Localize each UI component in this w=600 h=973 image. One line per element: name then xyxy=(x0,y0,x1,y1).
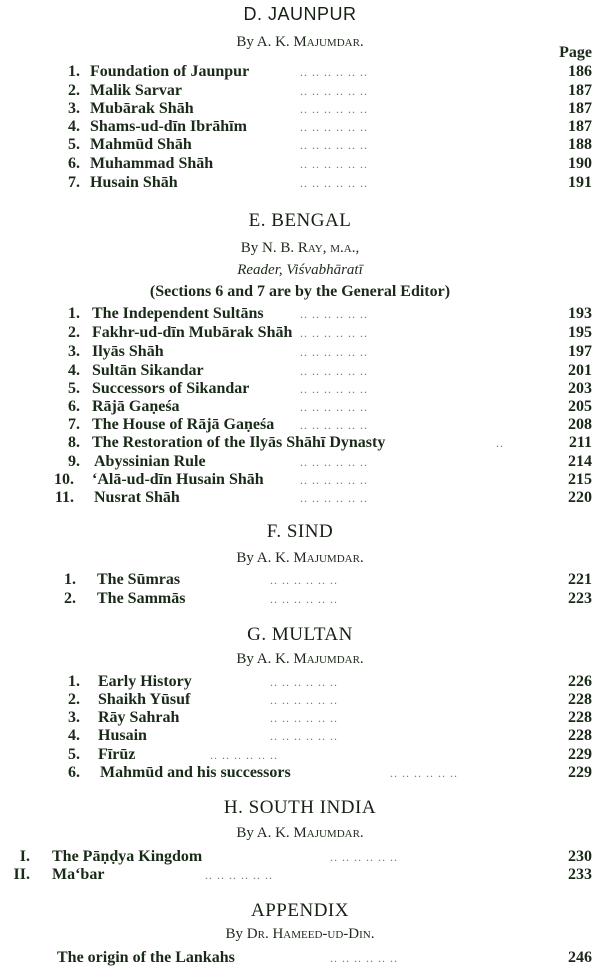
byline-author: Majumdar. xyxy=(293,651,364,667)
dot-leader: .. .. .. .. .. .. xyxy=(300,65,368,79)
byline-author: Majumdar. xyxy=(293,825,364,841)
entry-title: Rāy Sahrah xyxy=(98,709,180,726)
section-heading-bengal: E. BENGAL xyxy=(248,210,352,231)
dot-leader: .. .. .. .. .. .. xyxy=(270,711,338,725)
entry-page: 228 xyxy=(568,709,592,726)
entry-page: 187 xyxy=(568,82,592,99)
toc-entry xyxy=(0,380,600,398)
dot-leader: .. .. .. .. .. .. xyxy=(270,573,338,587)
dot-leader: .. .. .. .. .. .. xyxy=(270,592,338,606)
dot-leader: .. .. .. .. .. .. xyxy=(300,418,368,432)
section-heading-multan: G. MULTAN xyxy=(247,624,353,645)
entry-title: The Sūmras xyxy=(97,571,181,588)
entry-page: 197 xyxy=(568,343,592,360)
toc-entry xyxy=(0,746,600,764)
entry-number: 3. xyxy=(68,100,80,117)
dot-leader: .. .. .. .. .. .. xyxy=(330,951,398,965)
dot-leader: .. .. .. .. .. .. xyxy=(300,307,368,321)
entry-page: 223 xyxy=(568,590,592,607)
entry-title: The Pāṇḍya Kingdom xyxy=(52,848,203,865)
section-byline-south-india xyxy=(0,825,600,842)
entry-title: ‘Alā-ud-dīn Husain Shāh xyxy=(92,471,264,488)
entry-page: 246 xyxy=(568,949,592,966)
dot-leader: .. .. .. .. .. .. xyxy=(300,138,368,152)
entry-page: 228 xyxy=(568,727,592,744)
dot-leader: .. .. .. .. .. .. xyxy=(300,120,368,134)
entry-page: 226 xyxy=(568,673,592,690)
entry-number: 8. xyxy=(68,434,80,451)
toc-entry xyxy=(0,673,600,691)
toc-entry xyxy=(0,709,600,727)
entry-title: The Sammās xyxy=(97,590,186,607)
section-byline-appendix xyxy=(0,926,600,943)
entry-page: 203 xyxy=(568,380,592,397)
entry-title: The House of Rājā Gaṇeśa xyxy=(92,416,275,433)
entry-number: 10. xyxy=(54,471,74,488)
entry-number: 6. xyxy=(68,398,80,415)
dot-leader: .. .. .. .. .. .. xyxy=(300,364,368,378)
entry-title: Abyssinian Rule xyxy=(94,453,206,470)
toc-entry xyxy=(0,866,600,884)
entry-page: 211 xyxy=(568,434,592,451)
entry-page: 191 xyxy=(568,174,592,191)
entry-number: 5. xyxy=(68,746,80,763)
byline-prefix: By A. K. xyxy=(236,550,290,566)
toc-entry xyxy=(0,434,600,452)
entry-number: 3. xyxy=(68,343,80,360)
entry-number: 1. xyxy=(68,305,80,322)
entry-title: Mahmūd and his successors xyxy=(100,764,291,781)
entry-number: 5. xyxy=(68,136,80,153)
entry-title: Foundation of Jaunpur xyxy=(90,63,250,80)
toc-entry xyxy=(0,489,600,507)
dot-leader: .. .. .. .. .. .. xyxy=(210,748,278,762)
entry-title: Husain xyxy=(98,727,147,744)
toc-entry xyxy=(0,118,600,136)
toc-entry xyxy=(0,82,600,100)
entry-page: 233 xyxy=(568,866,592,883)
entry-number: 2. xyxy=(64,590,76,607)
byline-prefix: By A. K. xyxy=(236,651,290,667)
section-heading-sind: F. SIND xyxy=(266,521,334,542)
dot-leader: .. .. .. .. .. .. xyxy=(300,176,368,190)
entry-number: 3. xyxy=(68,709,80,726)
toc-entry xyxy=(0,848,600,866)
entry-title: Mahmūd Shāh xyxy=(90,136,192,153)
entry-number: 9. xyxy=(68,453,80,470)
entry-page: 205 xyxy=(568,398,592,415)
entry-number: 2. xyxy=(68,82,80,99)
entry-title: Ilyās Shāh xyxy=(92,343,164,360)
toc-entry xyxy=(0,764,600,782)
entry-page: 188 xyxy=(568,136,592,153)
entry-number: 4. xyxy=(68,727,80,744)
dot-leader: .. .. .. .. .. .. xyxy=(300,84,368,98)
dot-leader: .. xyxy=(496,436,504,450)
entry-page: 190 xyxy=(568,155,592,172)
entry-page: 214 xyxy=(568,453,592,470)
toc-entry xyxy=(0,471,600,489)
dot-leader: .. .. .. .. .. .. xyxy=(330,850,398,864)
entry-page: 229 xyxy=(568,746,592,763)
toc-entry xyxy=(0,100,600,118)
entry-number: I. xyxy=(19,848,30,865)
entry-number: II. xyxy=(13,866,30,883)
entry-title: Sultān Sikandar xyxy=(92,362,204,379)
dot-leader: .. .. .. .. .. .. xyxy=(300,102,368,116)
entry-page: 221 xyxy=(568,571,592,588)
toc-entry xyxy=(0,949,600,967)
entry-title: The Independent Sultāns xyxy=(92,305,264,322)
entry-title: Mubārak Shāh xyxy=(90,100,194,117)
entry-title: Nusrat Shāh xyxy=(94,489,180,506)
section-note: (Sections 6 and 7 are by the General Editor) xyxy=(149,283,451,300)
entry-number: 6. xyxy=(68,155,80,172)
entry-page: 193 xyxy=(568,305,592,322)
toc-entry xyxy=(0,398,600,416)
byline-prefix: By N. B. xyxy=(240,240,295,256)
toc-entry xyxy=(0,155,600,173)
entry-page: 230 xyxy=(568,848,592,865)
dot-leader: .. .. .. .. .. .. xyxy=(300,491,368,505)
dot-leader: .. .. .. .. .. .. xyxy=(205,868,273,882)
section-byline-sind xyxy=(0,550,600,567)
entry-title: Early History xyxy=(98,673,192,690)
toc-entry xyxy=(0,136,600,154)
dot-leader: .. .. .. .. .. .. xyxy=(270,675,338,689)
entry-number: 4. xyxy=(68,118,80,135)
page-column-label: Page xyxy=(559,44,592,61)
byline-prefix: By xyxy=(225,926,244,942)
entry-page: 229 xyxy=(568,764,592,781)
dot-leader: .. .. .. .. .. .. xyxy=(300,473,368,487)
dot-leader: .. .. .. .. .. .. xyxy=(270,693,338,707)
entry-page: 201 xyxy=(568,362,592,379)
entry-page: 187 xyxy=(568,118,592,135)
toc-entry xyxy=(0,343,600,361)
dot-leader: .. .. .. .. .. .. xyxy=(300,326,368,340)
toc-entry xyxy=(0,63,600,81)
entry-title: Fakhr-ud-dīn Mubārak Shāh xyxy=(92,324,293,341)
entry-number: 7. xyxy=(68,174,80,191)
entry-page: 215 xyxy=(568,471,592,488)
toc-entry xyxy=(0,691,600,709)
entry-title: Malik Sarvar xyxy=(90,82,182,99)
toc-entry xyxy=(0,305,600,323)
byline-author: Ray, m.a., xyxy=(297,240,360,256)
byline-author: Majumdar. xyxy=(293,550,364,566)
entry-title: Shams-ud-dīn Ibrāhīm xyxy=(90,118,247,135)
toc-entry xyxy=(0,174,600,192)
entry-number: 2. xyxy=(68,691,80,708)
dot-leader: .. .. .. .. .. .. xyxy=(390,766,458,780)
entry-number: 7. xyxy=(68,416,80,433)
entry-title: Successors of Sikandar xyxy=(92,380,250,397)
toc-entry xyxy=(0,453,600,471)
dot-leader: .. .. .. .. .. .. xyxy=(300,455,368,469)
entry-number: 2. xyxy=(68,324,80,341)
toc-entry xyxy=(0,727,600,745)
toc-entry xyxy=(0,590,600,608)
entry-title: The Restoration of the Ilyās Shāhī Dynasty xyxy=(92,434,386,451)
entry-number: 1. xyxy=(64,571,76,588)
dot-leader: .. .. .. .. .. .. xyxy=(300,345,368,359)
entry-title: Husain Shāh xyxy=(90,174,178,191)
entry-page: 186 xyxy=(568,63,592,80)
entry-number: 1. xyxy=(68,673,80,690)
dot-leader: .. .. .. .. .. .. xyxy=(300,157,368,171)
byline-author: Majumdar. xyxy=(293,34,364,50)
entry-page: 187 xyxy=(568,100,592,117)
entry-title: Fīrūz xyxy=(98,746,136,763)
section-heading-jaunpur: D. JAUNPUR xyxy=(243,4,357,24)
entry-title: Shaikh Yūsuf xyxy=(98,691,191,708)
section-heading-appendix: APPENDIX xyxy=(251,900,349,921)
byline-prefix: By A. K. xyxy=(236,825,290,841)
toc-entry xyxy=(0,416,600,434)
entry-title: The origin of the Lankahs xyxy=(57,949,235,966)
toc-entry xyxy=(0,571,600,589)
entry-number: 4. xyxy=(68,362,80,379)
entry-page: 220 xyxy=(568,489,592,506)
entry-number: 6. xyxy=(68,764,80,781)
section-byline-multan xyxy=(0,651,600,668)
entry-title: Muhammad Shāh xyxy=(90,155,214,172)
entry-page: 228 xyxy=(568,691,592,708)
entry-number: 5. xyxy=(68,380,80,397)
entry-title: Rājā Gaṇeśa xyxy=(92,398,180,415)
entry-number: 11. xyxy=(54,489,74,506)
byline-author: Dr. Hameed-ud-Din. xyxy=(246,926,375,942)
toc-entry xyxy=(0,324,600,342)
entry-page: 195 xyxy=(568,324,592,341)
byline-affiliation: Reader, Viśvabhāratī xyxy=(237,262,363,278)
entry-page: 208 xyxy=(568,416,592,433)
section-byline-bengal xyxy=(0,240,600,257)
dot-leader: .. .. .. .. .. .. xyxy=(270,729,338,743)
entry-title: Ma‘bar xyxy=(52,866,105,883)
section-byline-jaunpur xyxy=(0,34,600,51)
dot-leader: .. .. .. .. .. .. xyxy=(300,400,368,414)
section-heading-south-india: H. SOUTH INDIA xyxy=(223,797,377,818)
dot-leader: .. .. .. .. .. .. xyxy=(300,382,368,396)
toc-entry xyxy=(0,362,600,380)
byline-prefix: By A. K. xyxy=(236,34,290,50)
entry-number: 1. xyxy=(68,63,80,80)
